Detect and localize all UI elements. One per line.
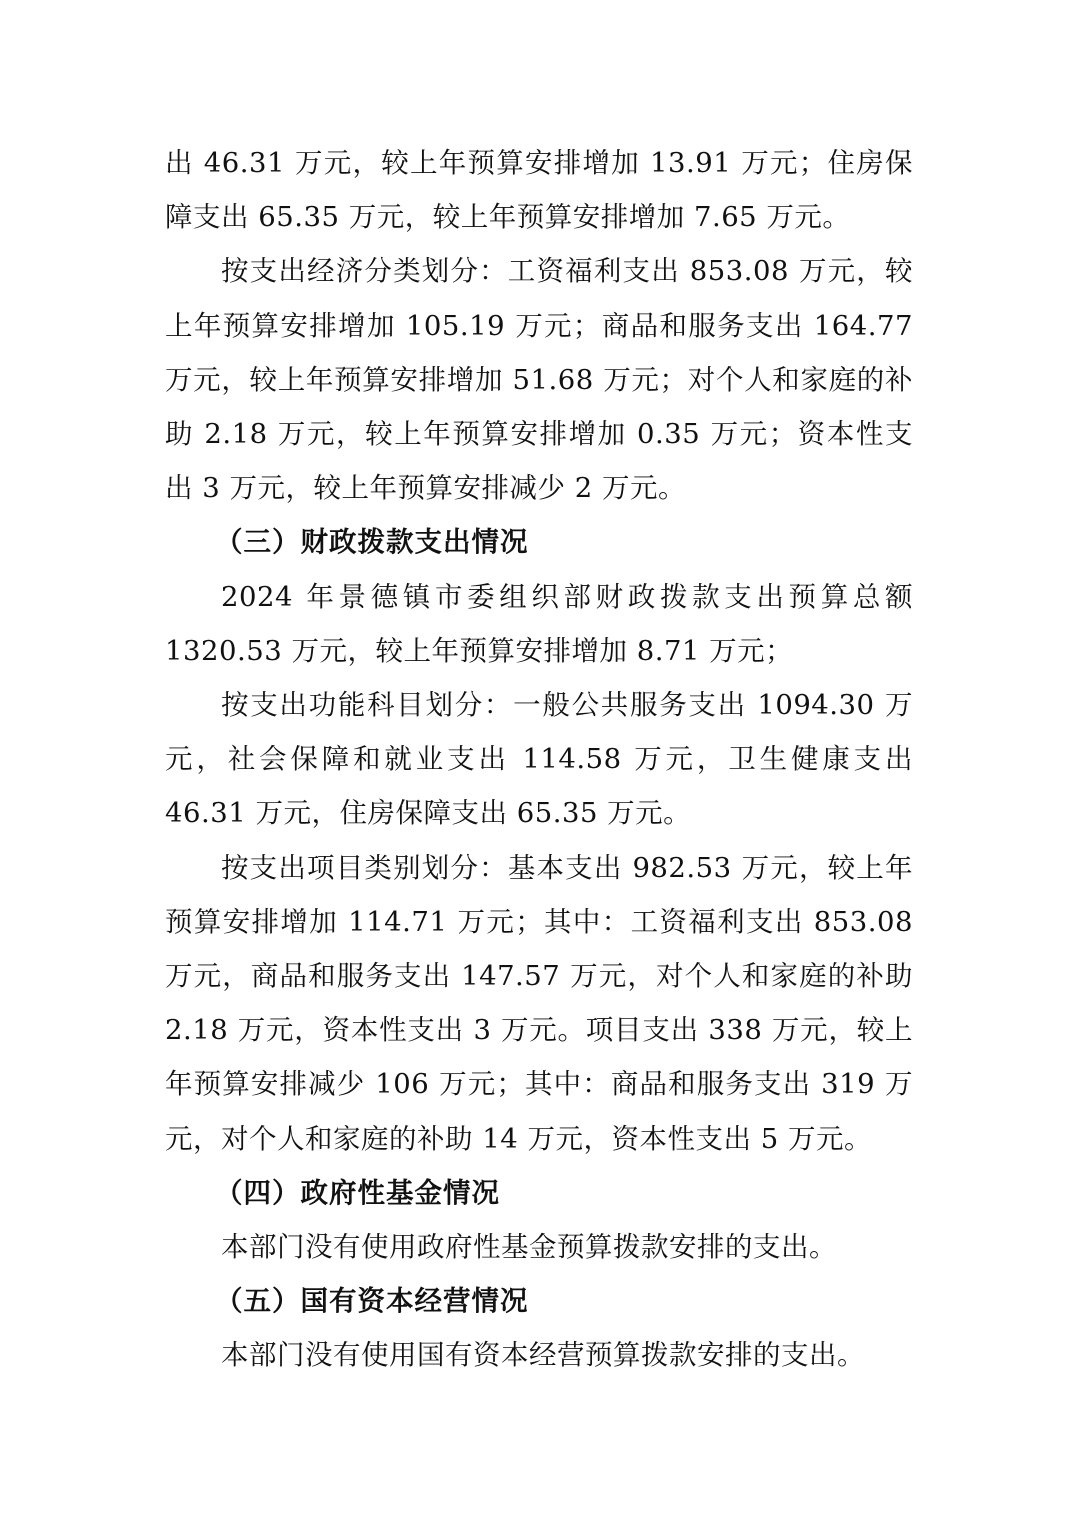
section-heading-government-fund: （四）政府性基金情况 xyxy=(215,1176,500,1209)
document-page xyxy=(165,136,913,1383)
paragraph-project-category: 按支出项目类别划分：基本支出 982.53 万元，较上年预算安排增加 114.71 万元；其中：工资福利支出 853.08 万元，商品和服务支出 147.57 万元，对个人和家庭的补助 2.18 万元，资本性支出 3 万元。项目支出 338 万元，较上年预算安排减少 106 万元；其中：商品和服务支出 319 万元，对个人和家庭的补助 14 万元，资本性支出 5 万元。 xyxy=(165,851,913,1155)
section-heading-fiscal-appropriation: （三）财政拨款支出情况 xyxy=(215,526,529,559)
paragraph-health-housing: 出 46.31 万元，较上年预算安排增加 13.91 万元；住房保障支出 65.35 万元，较上年预算安排增加 7.65 万元。 xyxy=(165,147,913,234)
paragraph-fiscal-total: 2024 年景德镇市委组织部财政拨款支出预算总额 1320.53 万元，较上年预算安排增加 8.71 万元； xyxy=(165,580,913,667)
section-heading-state-capital: （五）国有资本经营情况 xyxy=(215,1285,529,1318)
paragraph-functional-classification: 按支出功能科目划分：一般公共服务支出 1094.30 万元，社会保障和就业支出 114.58 万元，卫生健康支出 46.31 万元，住房保障支出 65.35 万元。 xyxy=(165,689,913,830)
paragraph-economic-classification: 按支出经济分类划分：工资福利支出 853.08 万元，较上年预算安排增加 105.19 万元；商品和服务支出 164.77 万元，较上年预算安排增加 51.68 万元；对个人和家庭的补助 2.18 万元，较上年预算安排增加 0.35 万元；资本性支出 3 万元，较上年预算安排减少 2 万元。 xyxy=(165,255,913,505)
paragraph-state-capital: 本部门没有使用国有资本经营预算拨款安排的支出。 xyxy=(221,1339,865,1372)
paragraph-government-fund: 本部门没有使用政府性基金预算拨款安排的支出。 xyxy=(221,1231,837,1264)
